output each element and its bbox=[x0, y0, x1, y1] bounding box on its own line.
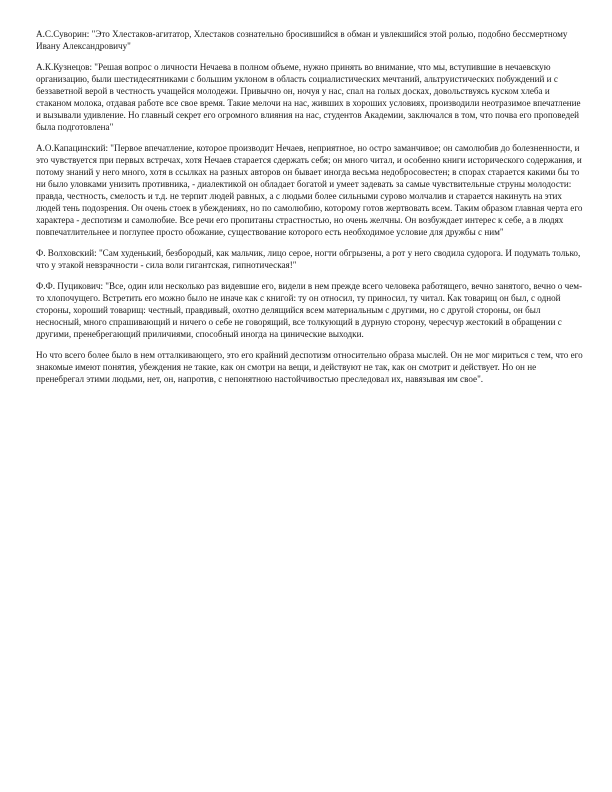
quote-putsikovich-continued: Но что всего более было в нем отталкивающего, это его крайний деспотизм относительно образа мыслей. Он не мог мириться с тем, что его знакомые имеют понятия, убеждения не такие, как он смотри на вещи, и действуют не так, как он смотрит и действует. Но он не пренебрегал этими людьми, нет, он, напротив, с непонятною настойчивостью преследовал их, навязывая им свое". bbox=[36, 350, 583, 384]
document-page bbox=[36, 28, 584, 394]
quote-kuznetsov: А.К.Кузнецов: "Решая вопрос о личности Нечаева в полном объеме, нужно принять во внимание, что мы, вступившие в нечаевскую организацию, были шестидесятниками с большим уклоном в область социалистических мечтаний, альтруистических побуждений и с беззаветной верой в честность учащейся молодежи. Привычно он, ночуя у нас, спал на голых досках, довольствуясь куском хлеба и стаканом молока, отдавая работе все свое время. Такие мелочи на нас, живших в хороших условиях, производили неотразимое впечатление и вызывали удивление. Но главный секрет его огромного влияния на нас, студентов Академии, заключался в том, что почва его проповедей была подготовлена" bbox=[36, 62, 581, 132]
quote-putsikovich: Ф.Ф. Пуцикович: "Все, один или несколько раз видевшие его, видели в нем прежде всего человека работящего, вечно занятого, вечно о чем-то хлопочущего. Встретить его можно было не иначе как с книгой: ту он относил, ту приносил, ту читал. Как товарищ он был, с одной стороны, хороший товарищ: честный, правдивый, охотно делящийся всем материальным с другими, но с другой стороны, он был несносный, много спрашивающий и ничего о себе не говорящий, все толкующий в дурную сторону, чересчур жестокий в обращении с другими, пренебрегающий приличиями, способный иногда на цинические выходки. bbox=[36, 281, 583, 339]
quote-volkhovsky: Ф. Волховский: "Сам худенький, безбородый, как мальчик, лицо серое, ногти обгрызены, а рот у него сводила судорога. И подумать только, что у этакой невзрачности - сила воли гигантская, гипнотическая!" bbox=[36, 248, 581, 270]
quote-kapatsinsky: А.О.Капацинский: "Первое впечатление, которое производит Нечаев, неприятное, но остро заманчивое; он самолюбив до болезненности, и это чувствуется при первых встречах, хотя Нечаев старается сдержать себя; он много читал, и особенно книги исторического содержания, и потому знаний у него много, хотя в ссылках на разных авторов он бывает иногда весьма недобросовестен; в спорах старается какими бы то ни было уловками унизить противника, - диалектикой он обладает богатой и умеет задевать за самые чувствительные струны молодости: правда, честность, смелость и т.д. не терпит людей равных, а с людьми более сильными сурово молчалив и старается накинуть на этих людей тень подозрения. Он очень стоек в убеждениях, но по самолюбию, которому готов жертвовать всем. Таким образом главная черта его характера - деспотизм и самолюбие. Все речи его пропитаны страстностью, но очень желчны. Он возбуждает интерес к себе, а в людях повпечатлительнее и поглупее просто обожание, существование которого есть необходимое условие для дружбы с ним" bbox=[36, 143, 583, 237]
quote-suvorin: А.С.Суворин: "Это Хлестаков-агитатор, Хлестаков сознательно бросившийся в обман и увлекшийся этой ролью, подобно бессмертному Ивану Александровичу" bbox=[36, 29, 568, 51]
